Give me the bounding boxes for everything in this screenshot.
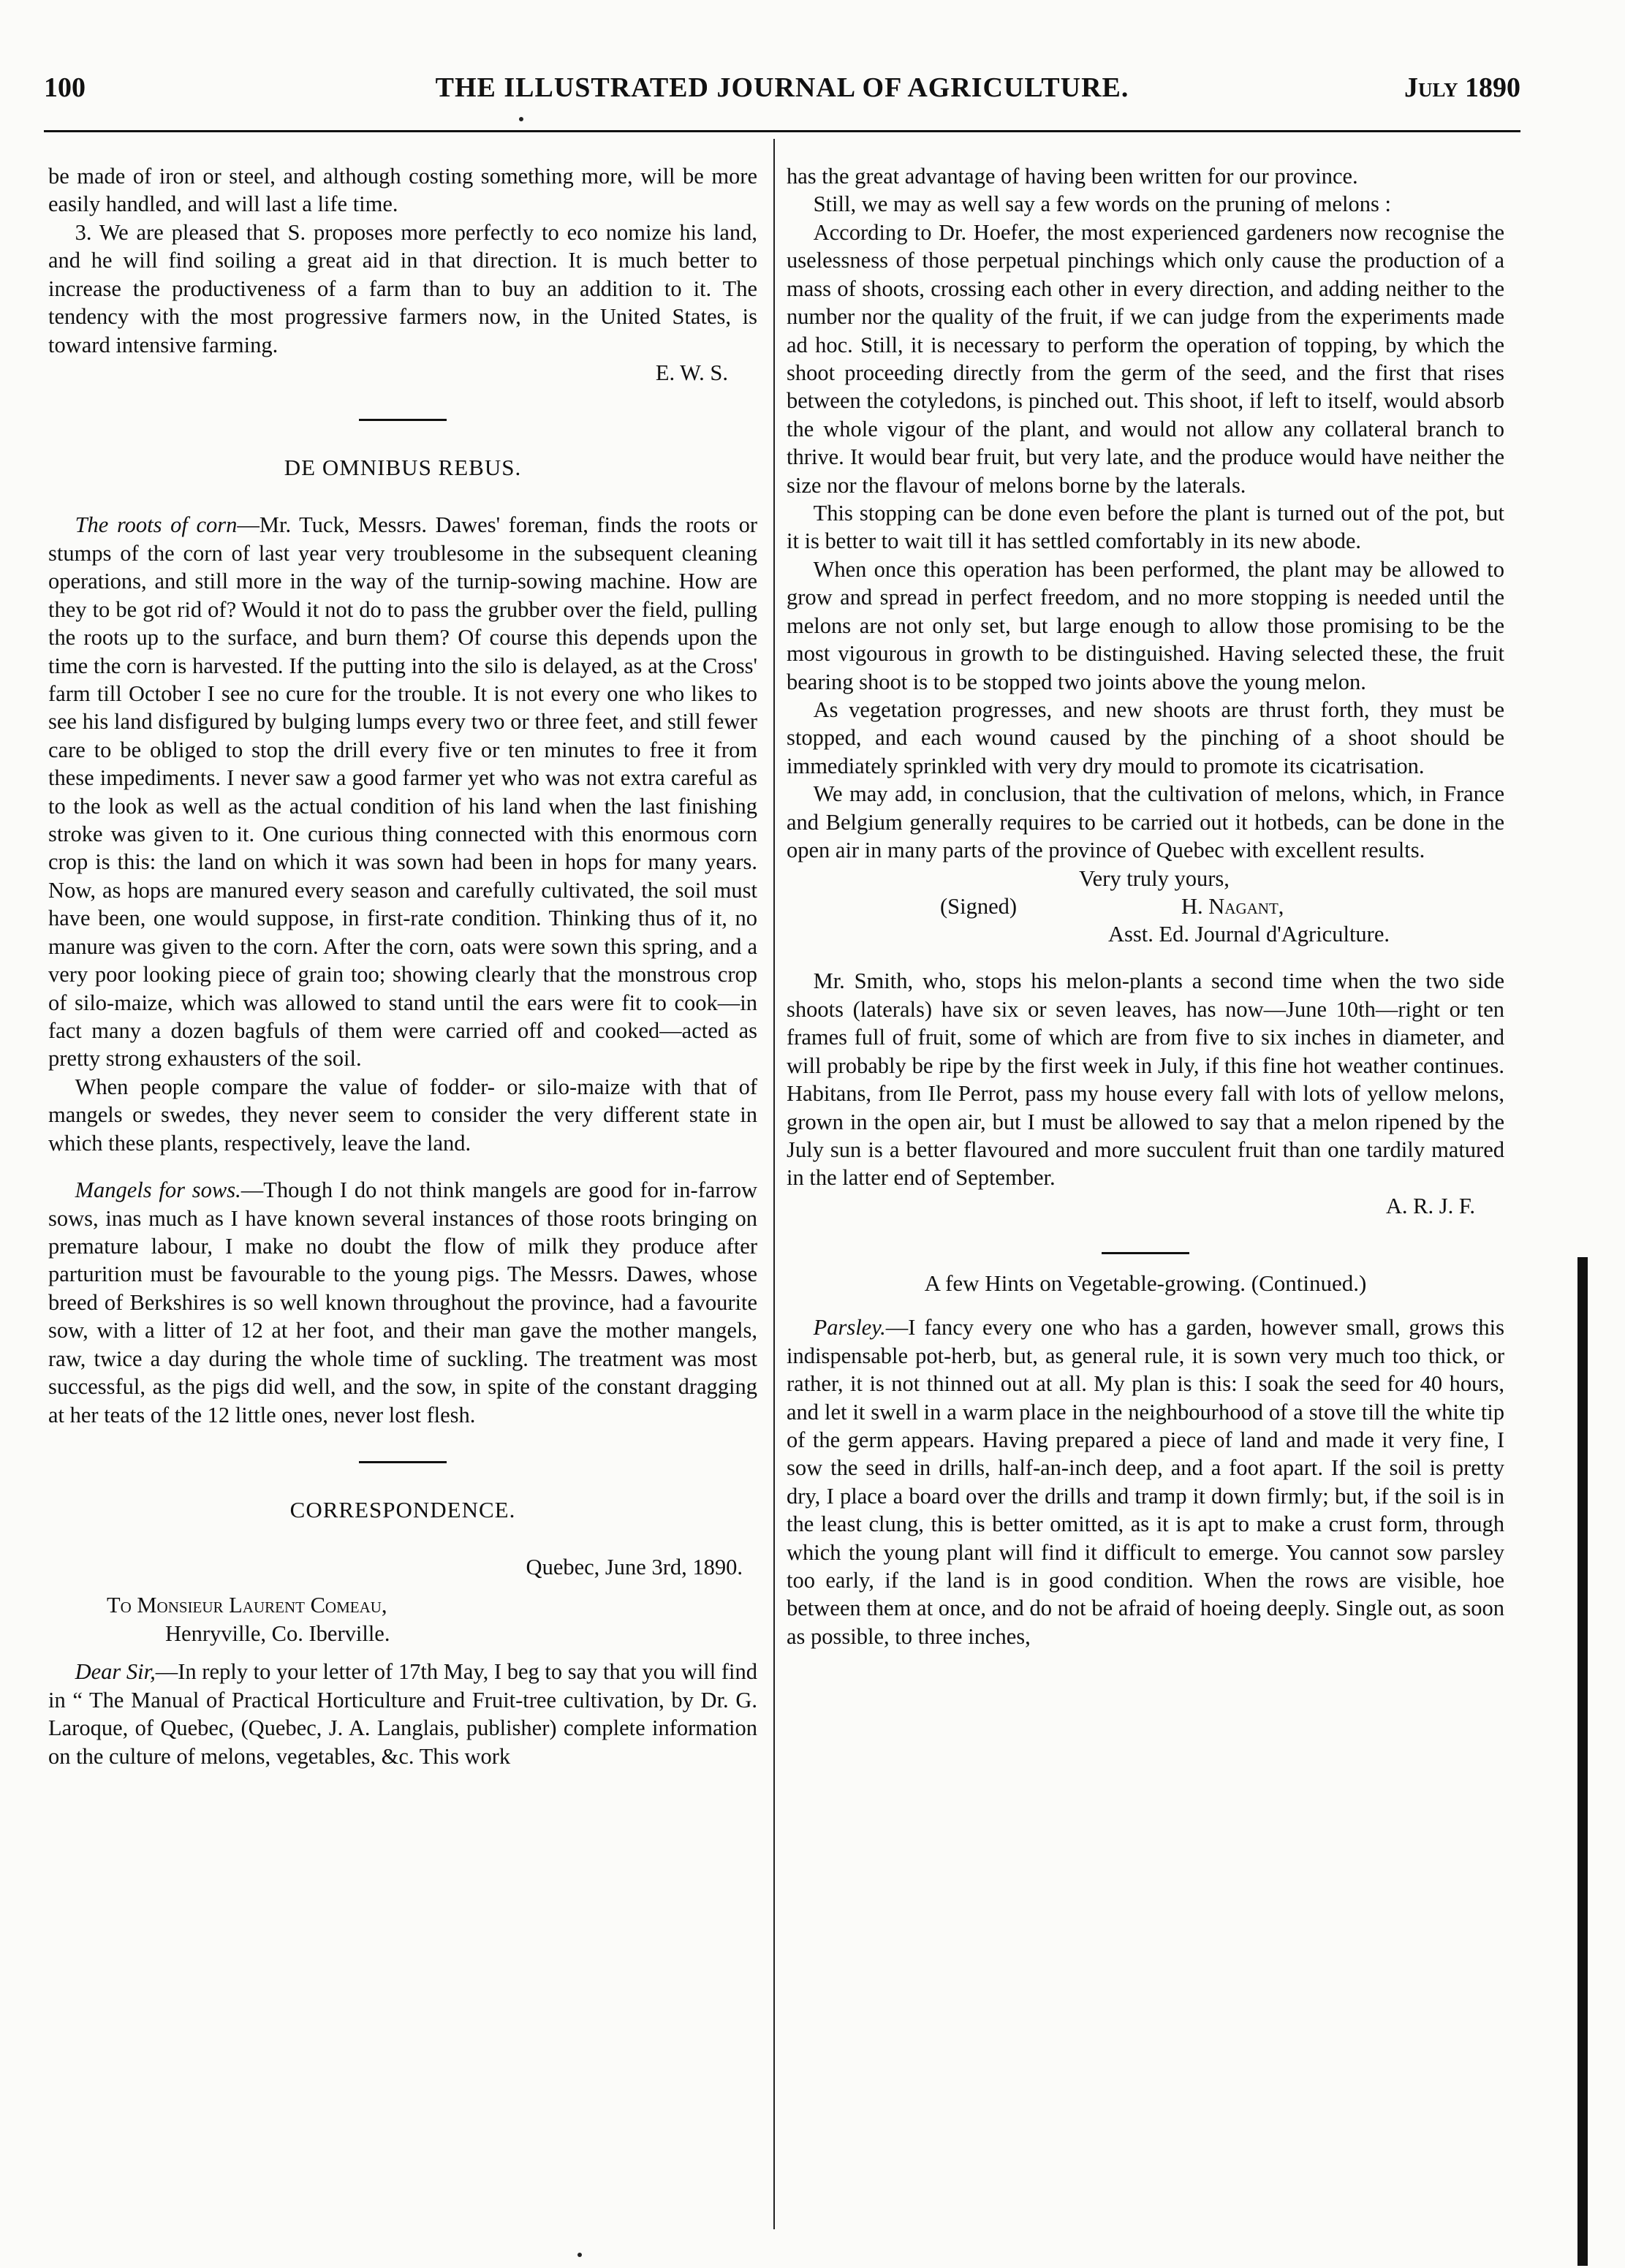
paragraph: has the great advantage of having been written for our province. [787,164,1358,189]
print-speck [519,117,523,121]
signature-block [787,892,1504,920]
run-in-heading: Mangels for sows. [75,1177,241,1203]
paragraph: When people compare the value of fodder- or silo-maize with that of mangels or swedes, they never seem to consider the very different state in which these plants, respectively, leave the land. [48,1074,757,1156]
signed-label: (Signed) [940,893,1018,919]
paragraph: Still, we may as well say a few words on the pruning of melons : [813,191,1391,217]
section-heading: A few Hints on Vegetable-growing. (Continued.) [924,1270,1367,1297]
letter-addressee: To Monsieur Laurent Comeau, [107,1593,387,1618]
section-divider [1102,1252,1189,1254]
salutation: Dear Sir, [75,1659,156,1685]
page-number: 100 [44,72,86,103]
column-divider [773,139,775,2229]
scan-edge-bar [1577,1257,1588,2266]
header-rule [44,130,1520,132]
run-in-heading: The roots of corn [75,512,238,538]
letter-date: Quebec, June 3rd, 1890. [526,1554,743,1579]
paragraph: be made of iron or steel, and although costing something more, will be more easily handled, and will last a life time. [48,164,757,217]
paragraph: Dear Sir,—In reply to your letter of 17th May, I beg to say that you will find in “ The Manual of Practical Horticulture and Fruit-tree cultivation, by Dr. G. Laroque, of Quebec, (Quebec, J. A. Langlais, publisher) complete information on the culture of melons, vegetables, &c. This work [48,1659,757,1769]
paragraph: We may add, in conclusion, that the cultivation of melons, which, in France and Belgium generally requires to be carried out it hotbeds, can be done in the open air in many parts of the province of Quebec with excellent results. [787,781,1504,863]
section-divider [359,1461,447,1463]
paragraph: This stopping can be done even before the plant is turned out of the pot, but it is better to wait till it has settled comfortably in its new abode. [787,501,1504,554]
left-column [48,162,757,2238]
paragraph: Mangels for sows.—Though I do not think mangels are good for in-farrow sows, inas much as I have known several instances of those roots bringing on premature labour, I make no doubt the flow of milk they produce after parturition must be favourable to the young pigs. The Messrs. Dawes, whose breed of Berkshires is so well known throughout the province, had a favourite sow, with a litter of 12 at her foot, and their man gave the mother mangels, raw, twice a day during the whole time of suckling. The treatment was most successful, as the pigs did well, and the sow, in spite of the constant dragging at her teats of the 12 little ones, never lost flesh. [48,1177,757,1427]
signer-name: H. Nagant, [1181,893,1284,919]
issue-date: July 1890 [1404,72,1520,103]
journal-title: THE ILLUSTRATED JOURNAL OF AGRICULTURE. [435,72,1129,103]
letter-address: Henryville, Co. Iberville. [165,1620,390,1646]
paragraph: Mr. Smith, who, stops his melon-plants a second time when the two side shoots (laterals) have six or seven leaves, has now—June 10th—right or ten frames full of fruit, some of which are from five to six inches in diameter, and will probably be ripe by the first week in July, if this fine hot weather continues. Habitans, from Ile Perrot, pass my house every fall with lots of yellow melons, grown in the open air, but I must be allowed to say that a melon ripened by the July sun is a better flavoured and more succulent fruit than one tardily matured in the latter end of September. [787,968,1504,1191]
right-column [787,162,1504,2238]
running-header [44,67,1520,108]
paragraph: When once this operation has been performed, the plant may be allowed to grow and spread in perfect freedom, and no more stopping is needed until the melons are not only set, but large enough to allow those promising to be the most vigourous in growth to be distinguished. Having selected these, the fruit bearing shoot is to be stopped two joints above the young melon. [787,556,1504,694]
section-heading: CORRESPONDENCE. [289,1496,516,1522]
paragraph: Parsley.—I fancy every one who has a garden, however small, grows this indispensable pot-herb, but, as general rule, it is sown very much too thick, or rather, it is not thinned out at all. My plan is this: I soak the seed for 40 hours, and let it swell in a warm place in the neighbourhood of a stove till the white tip of the germ appears. Having prepared a piece of land and made it very fine, I sow the seed in drills, half-an-inch deep, and a foot apart. If the soil is pretty dry, I place a board over the drills and tramp it down firmly; but, if the soil is in the least clung, this is better omitted, as it is apt to make a crust form, through which the young plant will find it difficult to emerge. You cannot sow parsley too early, if the land is in good condition. When the rows are visible, hoe between them at once, and do not be afraid of hoeing deeply. Single out, as soon as possible, to three inches, [787,1315,1504,1649]
paragraph: The roots of corn—Mr. Tuck, Messrs. Dawes' foreman, finds the roots or stumps of the corn of last year very troublesome in the subsequent cleaning operations, and still more in the way of the turnip-sowing machine. How are they to be got rid of? Would it not do to pass the grubber over the field, pulling the roots up to the surface, and burn them? Of course this depends upon the time the corn is harvested. If the putting into the silo is delayed, as at the Cross' farm till October I see no cure for the trouble. It is not every one who likes to see his land disfigured by bulging lumps every two or three feet, and still fewer care to be obliged to stop the drill every five or ten minutes to free it from these impediments. I never saw a good farmer yet who was not extra careful as to the look as well as the actual condition of his land when the last finishing stroke was given to it. One curious thing connected with this enormous corn crop is this: the land on which it was sown had been in hops for many years. Now, as hops are manured every season and carefully cultivated, the soil must have been, one would suppose, in first-rate condition. Thinking thus of it, no manure was given to the corn. After the corn, oats were sown this spring, and a very poor looking piece of grain too; showing clearly that the monstrous crop of silo-maize, which was allowed to stand until the ears were fit to cook—in fact many a dozen bagfuls of them were carried off and cooked—acted as pretty strong exhausters of the soil. [48,512,757,1072]
signature: A. R. J. F. [1385,1193,1475,1218]
paragraph: 3. We are pleased that S. proposes more perfectly to eco nomize his land, and he will find soiling a great aid in that direction. It is much better to increase the productiveness of a farm than to buy an addition to it. The tendency with the most progressive farmers now, in the United States, is toward intensive farming. [48,219,757,357]
paragraph: According to Dr. Hoefer, the most experienced gardeners now recognise the uselessness of those perpetual pinchings which only cause the production of a mass of shoots, crossing each other in every direction, and adding neither to the number nor the quality of the fruit, if we can judge from the experiments made ad hoc. Still, it is necessary to perform the operation of topping, by which the shoot proceeding directly from the germ of the seed, and the first that rises between the cotyledons, is pinched out. This shoot, if left to itself, would absorb the whole vigour of the plant, and would not allow any collateral branch to thrive. It would bear fruit, but very late, and the produce would have neither the size nor the flavour of melons borne by the laterals. [787,219,1504,498]
print-speck-bottom [577,2253,582,2257]
paragraph: As vegetation progresses, and new shoots are thrust forth, they must be stopped, and each wound caused by the pinching of a shoot should be immediately sprinkled with very dry mould to promote its cicatrisation. [787,697,1504,778]
section-heading: DE OMNIBUS REBUS. [284,455,522,481]
section-divider [359,419,447,421]
signature: E. W. S. [655,360,728,385]
letter-closing: Very truly yours, [1079,865,1230,891]
signer-title: Asst. Ed. Journal d'Agriculture. [1108,921,1390,947]
run-in-heading: Parsley. [813,1315,886,1340]
